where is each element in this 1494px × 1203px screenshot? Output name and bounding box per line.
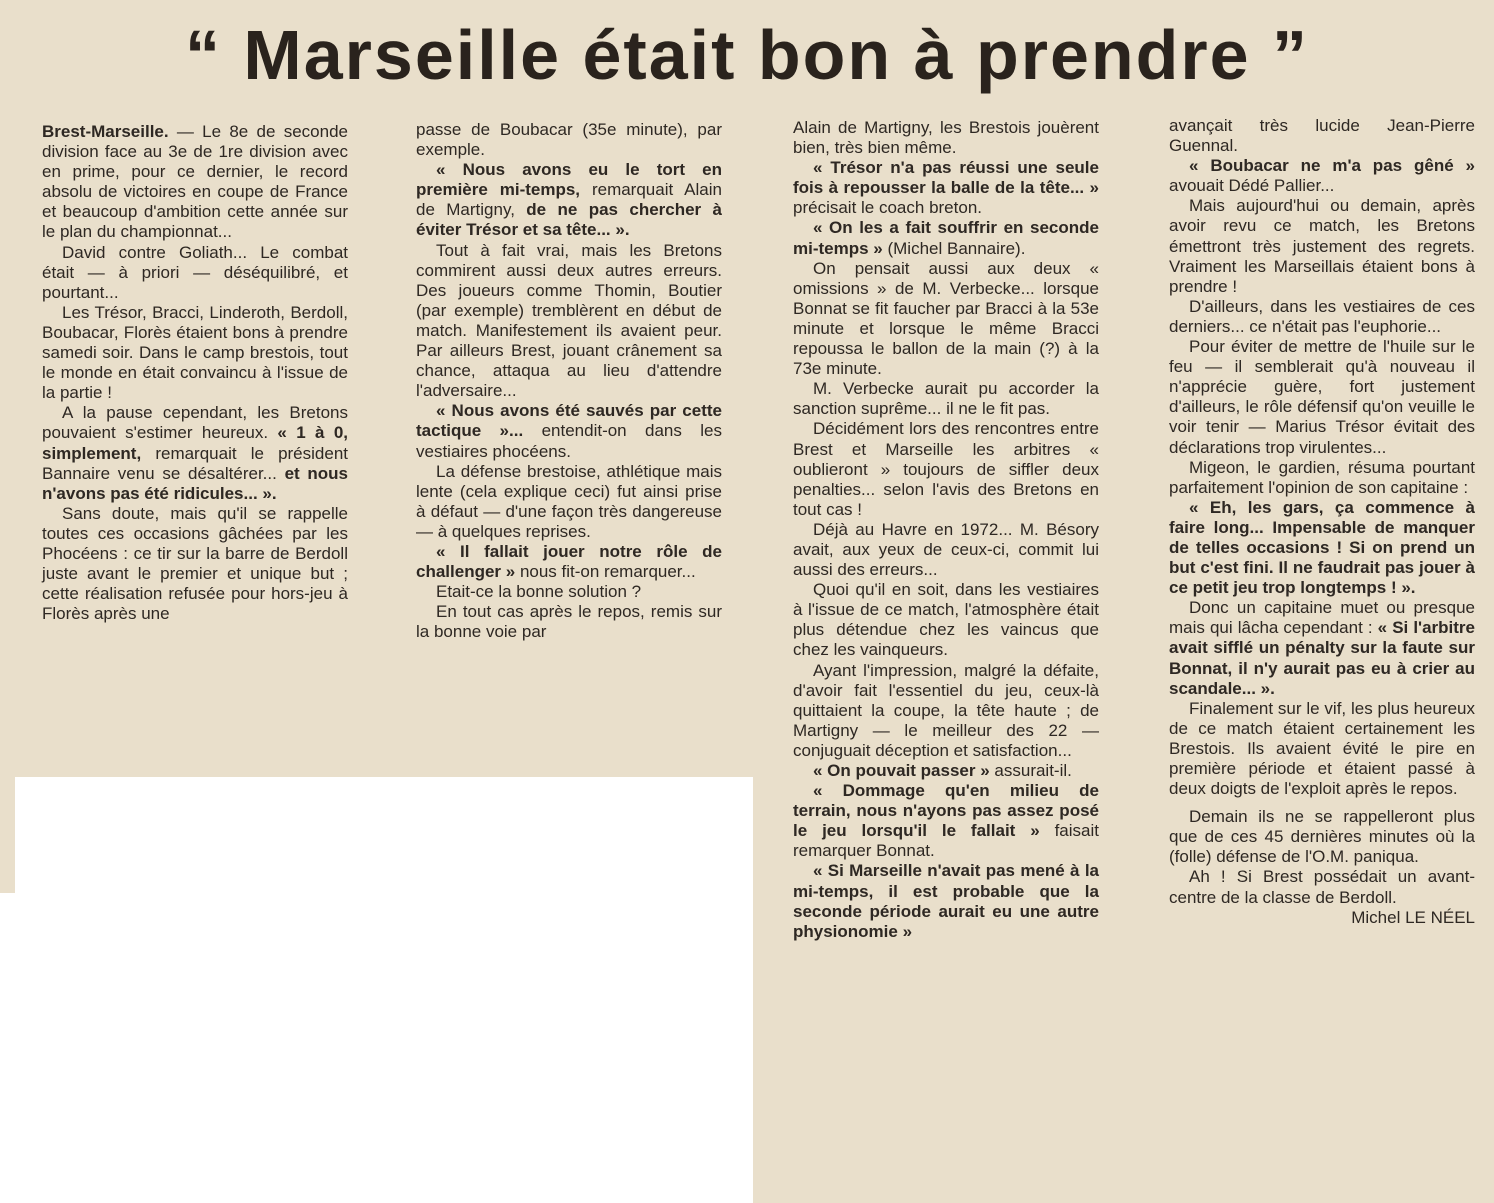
paragraph	[416, 401, 722, 461]
paragraph: D'ailleurs, dans les vestiaires de ces derniers... ce n'était pas l'euphorie...	[1169, 296, 1475, 336]
paragraph-text: — Le 8e de seconde division face au 3e de 1re division avec en prime, pour ce dernier, le record absolu de victoires en coupe de France et beaucoup d'ambition cette année sur le plan du championnat...	[42, 122, 348, 242]
paragraph-text: Donc un capitaine muet ou presque mais qui lâcha cependant :	[1169, 598, 1475, 638]
paragraph: Tout à fait vrai, mais les Bretons commirent aussi deux autres erreurs. Des joueurs comme Thomin, Boutier (par exemple) tremblèrent en début de match. Manifestement ils avaient peur. Par ailleurs Brest, jouant crânement sa chance, attaqua au lieu d'attendre l'adversaire...	[416, 240, 722, 401]
quote: « Nous avons eu le tort en première mi-temps,	[416, 160, 722, 200]
paragraph: Les Trésor, Bracci, Linderoth, Berdoll, Boubacar, Florès étaient bons à prendre samedi soir. Dans le camp brestois, tout le monde en était convaincu à l'issue de la partie !	[42, 302, 348, 403]
quote: « Nous avons été sauvés par cette tactique »...	[416, 401, 722, 441]
paragraph: Sans doute, mais qu'il se rappelle toutes ces occasions gâchées par les Phocéens : ce tir sur la barre de Berdoll juste avant le premier et unique but ; cette réalisation refusée pour hors-jeu à Florès après une	[42, 503, 348, 624]
paragraph	[42, 403, 348, 503]
paragraph	[793, 781, 1099, 861]
paragraph: Migeon, le gardien, résuma pourtant parfaitement l'opinion de son capitaine :	[1169, 457, 1475, 497]
paragraph: Déjà au Havre en 1972... M. Bésory avait, aux yeux de ceux-ci, commit lui aussi des erreurs...	[793, 519, 1099, 580]
quote: de ne pas chercher à éviter Trésor et sa tête... ».	[416, 200, 722, 240]
paragraph	[1169, 598, 1475, 698]
article-column-3	[793, 118, 1099, 942]
paragraph: Pour éviter de mettre de l'huile sur le feu — il semblerait qu'à nouveau il n'apprécie guère, fort justement d'ailleurs, le rôle défensif qu'on veuille le voir tenir — Marius Trésor évitait des déclarations trop virulentes...	[1169, 337, 1475, 457]
paragraph-text: remarquait le président Bannaire venu se désaltérer...	[42, 443, 348, 483]
paragraph	[793, 761, 1099, 781]
paragraph-text: entendit-on dans les vestiaires phocéens.	[416, 421, 722, 461]
paragraph: On pensait aussi aux deux « omissions » de M. Verbecke... lorsque Bonnat se fit faucher par Bracci à la 53e minute et lorsque le même Bracci repoussa le ballon de la main (?) à la 73e minute.	[793, 258, 1099, 379]
paragraph	[793, 861, 1099, 941]
paragraph-text: précisait le coach breton.	[793, 198, 982, 218]
paragraph-text: faisait remarquer Bonnat.	[793, 821, 1099, 861]
paragraph	[1169, 156, 1475, 196]
paragraph: Alain de Martigny, les Brestois jouèrent bien, très bien même.	[793, 118, 1099, 158]
paragraph: Demain ils ne se rappelleront plus que de ces 45 dernières minutes où la (folle) défense de l'O.M. paniqua.	[1169, 807, 1475, 867]
paragraph	[416, 542, 722, 582]
blank-area-edge	[0, 893, 15, 1203]
paragraph: Finalement sur le vif, les plus heureux de ce match étaient certainement les Brestois. Ils avaient évité le pire en première période et étaient passé à deux doigts de l'exploit après le repos.	[1169, 698, 1475, 799]
paragraph: Etait-ce la bonne solution ?	[436, 582, 642, 602]
quote: « Il fallait jouer notre rôle de challenger »	[416, 541, 722, 582]
article-column-2	[416, 120, 722, 642]
paragraph-text: remarquait Alain de Martigny,	[416, 180, 722, 220]
paragraph: David contre Goliath... Le combat était — à priori — déséquilibré, et pourtant...	[42, 242, 348, 302]
headline: “ Marseille était bon à prendre ”	[184, 16, 1310, 94]
paragraph	[793, 158, 1099, 218]
paragraph	[416, 160, 722, 240]
paragraph-text: nous fit-on remarquer...	[515, 562, 696, 582]
quote: « Eh, les gars, ça commence à faire long... Impensable de manquer de telles occasions ! Si on prend un but c'est fini. Il ne faudrait pas jouer à ce petit jeu trop longtemps ! ».	[1169, 497, 1475, 598]
quote: « Si Marseille n'avait pas mené à la mi-temps, il est probable que la seconde période aurait eu une autre physionomie »	[793, 861, 1099, 941]
article-column-4	[1169, 116, 1475, 928]
quote: « On les a fait souffrir en seconde mi-temps »	[793, 218, 1099, 258]
quote: « Trésor n'a pas réussi une seule fois à repousser la balle de la tête... »	[793, 158, 1099, 198]
article-column-1	[42, 122, 348, 624]
paragraph	[1169, 498, 1475, 598]
lead-in: Brest-Marseille.	[42, 122, 169, 141]
paragraph: avançait très lucide Jean-Pierre Guennal.	[1169, 116, 1475, 156]
quote: « Si l'arbitre avait sifflé un pénalty sur la faute sur Bonnat, il n'y aurait pas eu à crier au scandale... ».	[1169, 618, 1475, 698]
quote: « Boubacar ne m'a pas gêné »	[1189, 156, 1475, 176]
paragraph: En tout cas après le repos, remis sur la bonne voie par	[416, 602, 722, 642]
paragraph: Quoi qu'il en soit, dans les vestiaires à l'issue de ce match, l'atmosphère était plus détendue chez les vaincus que chez les vainqueurs.	[793, 580, 1099, 660]
paragraph: Ah ! Si Brest possédait un avant-centre de la classe de Berdoll.	[1169, 867, 1475, 907]
quote: et nous n'avons pas été ridicules... ».	[42, 463, 348, 503]
byline: Michel LE NÉEL	[1351, 907, 1475, 927]
quote: « On pouvait passer »	[813, 761, 990, 780]
paragraph: M. Verbecke aurait pu accorder la sanction suprême... il ne le fit pas.	[793, 379, 1099, 419]
paragraph: La défense brestoise, athlétique mais lente (cela explique ceci) fut ainsi prise à défaut — d'une façon très dangereuse — à quelques reprises.	[416, 461, 722, 541]
paragraph-text: avouait Dédé Pallier...	[1169, 176, 1335, 196]
paragraph-text: assurait-il.	[989, 761, 1072, 780]
paragraph: Mais aujourd'hui ou demain, après avoir revu ce match, les Bretons émettront très justement des regrets. Vraiment les Marseillais étaient bons à prendre !	[1169, 196, 1475, 296]
paragraph: Décidément lors des rencontres entre Brest et Marseille les arbitres « oublieront » toujours de siffler deux penalties... selon l'avis des Bretons en tout cas !	[793, 419, 1099, 519]
blank-area	[15, 777, 753, 1203]
paragraph: Ayant l'impression, malgré la défaite, d'avoir fait l'essentiel du jeu, ceux-là quittaient la coupe, la tête haute ; de Martigny — le meilleur des 22 — conjuguait déception et satisfaction...	[793, 660, 1099, 760]
paragraph: passe de Boubacar (35e minute), par exemple.	[416, 120, 722, 160]
paragraph	[42, 122, 348, 243]
quote: « Dommage qu'en milieu de terrain, nous n'ayons pas assez posé le jeu lorsqu'il le fallait »	[793, 781, 1099, 841]
paragraph-text: (Michel Bannaire).	[882, 238, 1026, 258]
paragraph-text: A la pause cependant, les Bretons pouvaient s'estimer heureux.	[42, 403, 348, 443]
paragraph	[793, 218, 1099, 258]
quote: « 1 à 0, simplement,	[42, 423, 348, 463]
